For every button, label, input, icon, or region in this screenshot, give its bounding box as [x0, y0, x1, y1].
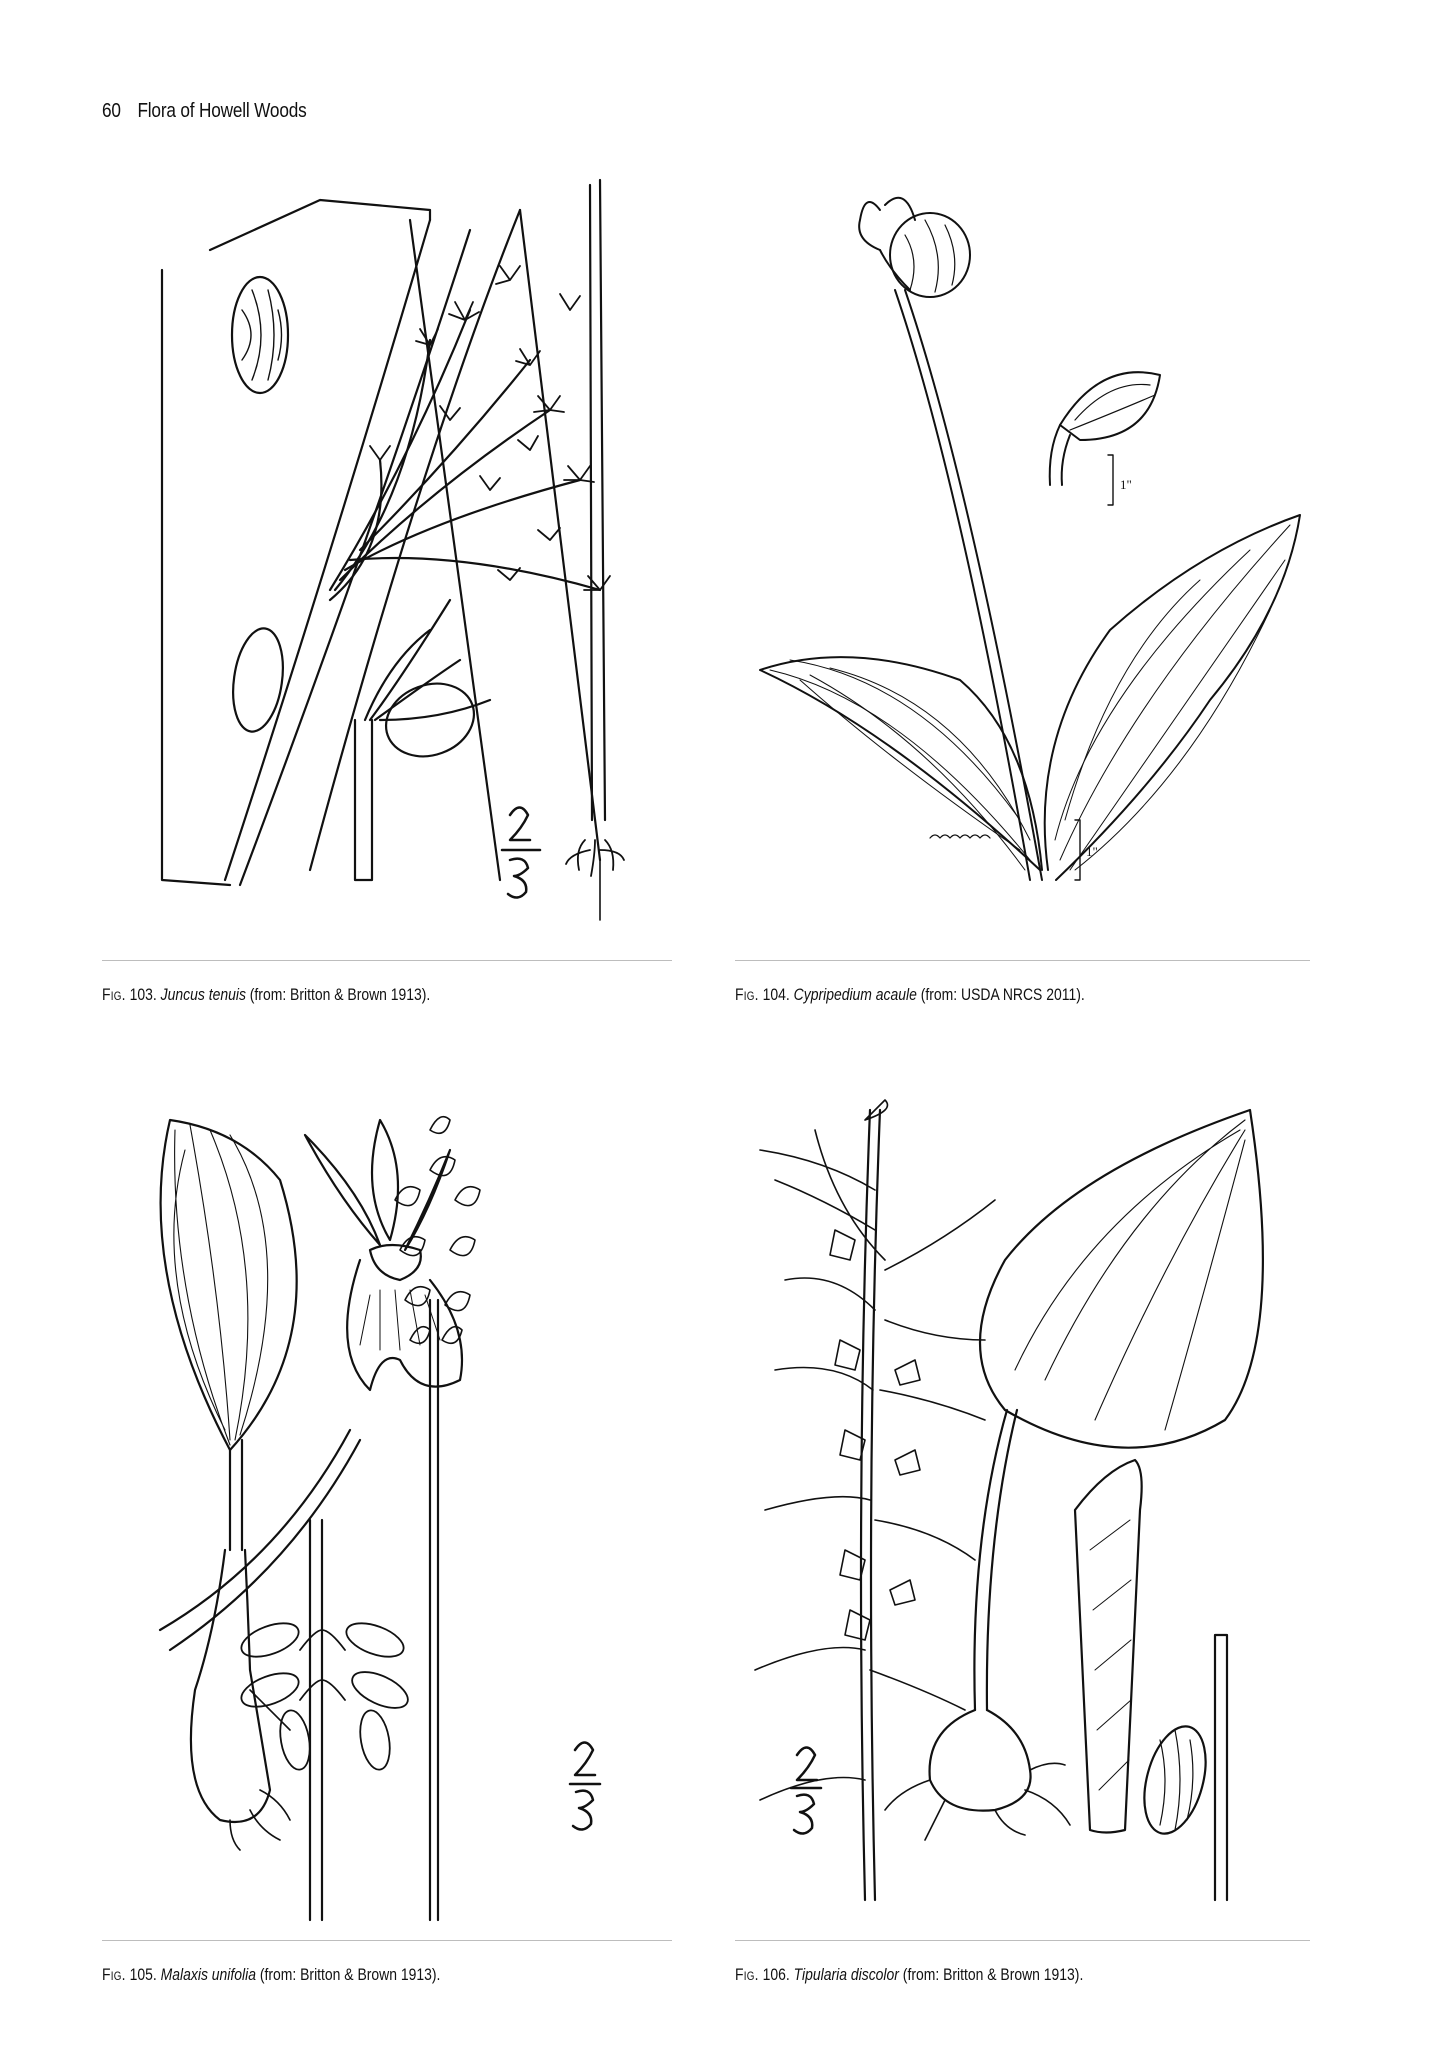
caption-rule-103 — [102, 960, 672, 961]
caption-rule-104 — [735, 960, 1310, 961]
caption-rule-105 — [102, 1940, 672, 1941]
figure-tipularia-discolor-illustration — [745, 1090, 1305, 1920]
caption-number: 104. — [762, 985, 790, 1004]
caption-species: Juncus tenuis — [160, 985, 246, 1004]
caption-label: Fig. — [735, 985, 759, 1004]
book-title: Flora of Howell Woods — [137, 100, 307, 122]
figure-cypripedium-acaule-illustration — [730, 180, 1310, 900]
caption-source: (from: Britton & Brown 1913). — [259, 1965, 441, 1984]
svg-text:1": 1" — [1086, 844, 1098, 859]
caption-fig-106 — [735, 1965, 1083, 1985]
caption-source: (from: Britton & Brown 1913). — [249, 985, 431, 1004]
caption-label: Fig. — [735, 1965, 759, 1984]
caption-species: Cypripedium acaule — [793, 985, 917, 1004]
figure-malaxis-unifolia-illustration — [130, 1090, 650, 1920]
svg-text:1": 1" — [1120, 477, 1132, 492]
figure-juncus-tenuis-illustration — [130, 160, 650, 930]
caption-source: (from: USDA NRCS 2011). — [920, 985, 1085, 1004]
page-header — [102, 100, 307, 123]
caption-source: (from: Britton & Brown 1913). — [902, 1965, 1084, 1984]
caption-fig-104 — [735, 985, 1085, 1005]
caption-number: 106. — [762, 1965, 790, 1984]
caption-fig-105 — [102, 1965, 440, 1985]
caption-label: Fig. — [102, 1965, 126, 1984]
caption-number: 105. — [129, 1965, 157, 1984]
caption-species: Malaxis unifolia — [160, 1965, 256, 1984]
caption-fig-103 — [102, 985, 430, 1005]
caption-rule-106 — [735, 1940, 1310, 1941]
page-number: 60 — [102, 100, 121, 122]
caption-label: Fig. — [102, 985, 126, 1004]
caption-species: Tipularia discolor — [793, 1965, 899, 1984]
caption-number: 103. — [129, 985, 157, 1004]
